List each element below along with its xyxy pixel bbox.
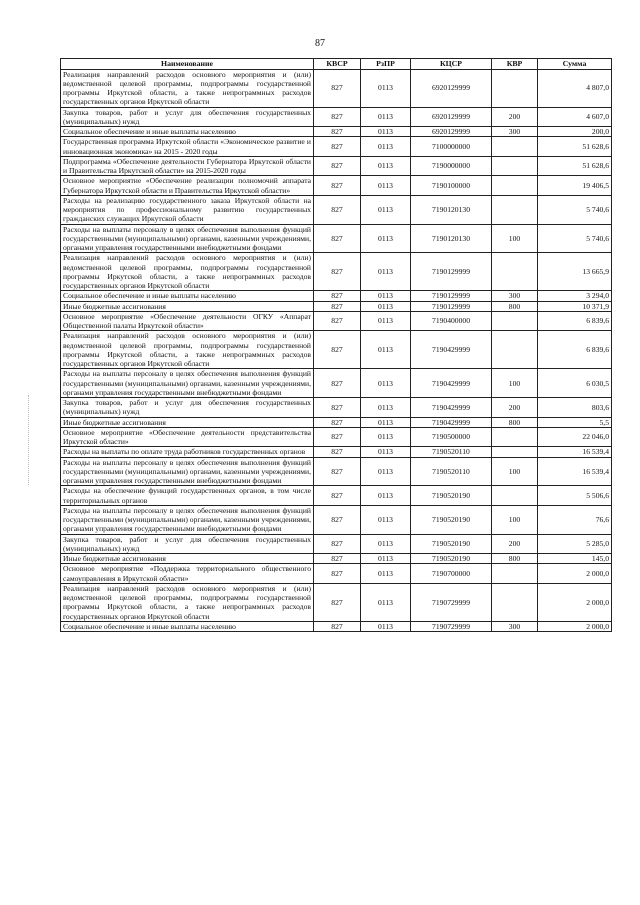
row-kvsr: 827 bbox=[314, 534, 361, 554]
row-kvr: 300 bbox=[492, 127, 538, 137]
row-kvsr: 827 bbox=[314, 127, 361, 137]
table-row bbox=[61, 564, 612, 584]
row-kvsr: 827 bbox=[314, 369, 361, 398]
header-sum: Сумма bbox=[538, 59, 612, 70]
row-name: Основное мероприятие «Обеспечение деятельности ОГКУ «Аппарат Общественной палаты Иркутской области» bbox=[61, 311, 314, 331]
row-sum: 16 539,4 bbox=[538, 447, 612, 457]
row-kcsr: 7190129999 bbox=[411, 291, 492, 301]
table-row bbox=[61, 583, 612, 621]
row-rzpr: 0113 bbox=[361, 301, 411, 311]
row-kvsr: 827 bbox=[314, 176, 361, 196]
row-sum: 2 000,0 bbox=[538, 583, 612, 621]
row-kvr bbox=[492, 564, 538, 584]
row-kvsr: 827 bbox=[314, 69, 361, 107]
header-kvsr: КВСР bbox=[314, 59, 361, 70]
row-rzpr: 0113 bbox=[361, 427, 411, 447]
table-row bbox=[61, 253, 612, 291]
row-rzpr: 0113 bbox=[361, 195, 411, 224]
row-rzpr: 0113 bbox=[361, 224, 411, 253]
row-sum: 2 000,0 bbox=[538, 564, 612, 584]
row-rzpr: 0113 bbox=[361, 621, 411, 631]
margin-scan-mark bbox=[28, 395, 32, 485]
row-rzpr: 0113 bbox=[361, 505, 411, 534]
row-kvsr: 827 bbox=[314, 195, 361, 224]
row-kvsr: 827 bbox=[314, 417, 361, 427]
row-sum: 200,0 bbox=[538, 127, 612, 137]
row-kvsr: 827 bbox=[314, 398, 361, 418]
table-row bbox=[61, 311, 612, 331]
table-row bbox=[61, 301, 612, 311]
row-name: Государственная программа Иркутской области «Экономическое развитие и инновационная экономика» на 2015 - 2020 годы bbox=[61, 137, 314, 157]
row-kcsr: 7190429999 bbox=[411, 398, 492, 418]
row-kcsr: 7190520190 bbox=[411, 554, 492, 564]
table-row bbox=[61, 534, 612, 554]
row-sum: 5 285,0 bbox=[538, 534, 612, 554]
row-name: Социальное обеспечение и иные выплаты населению bbox=[61, 291, 314, 301]
table-row bbox=[61, 398, 612, 418]
row-sum: 4 807,0 bbox=[538, 69, 612, 107]
row-sum: 6 839,6 bbox=[538, 311, 612, 331]
row-sum: 5 506,6 bbox=[538, 486, 612, 506]
row-kvr bbox=[492, 486, 538, 506]
row-kcsr: 7190129999 bbox=[411, 301, 492, 311]
table-row bbox=[61, 369, 612, 398]
row-name: Основное мероприятие «Поддержка территориального общественного самоуправления в Иркутской области» bbox=[61, 564, 314, 584]
row-name: Подпрограмма «Обеспечение деятельности Губернатора Иркутской области и Правительства Иркутской области» на 2015-2020 годы bbox=[61, 156, 314, 176]
row-kcsr: 7100000000 bbox=[411, 137, 492, 157]
row-name: Реализация направлений расходов основного мероприятия и (или) ведомственной целевой программы, подпрограммы государственной программы Иркутской области, а также непрограммных расходов государственных органов Иркутской области bbox=[61, 331, 314, 369]
row-kcsr: 7190500000 bbox=[411, 427, 492, 447]
row-kcsr: 7190520190 bbox=[411, 534, 492, 554]
header-name: Наименование bbox=[61, 59, 314, 70]
row-kcsr: 7190129999 bbox=[411, 253, 492, 291]
row-kvsr: 827 bbox=[314, 583, 361, 621]
row-kvr bbox=[492, 447, 538, 457]
row-kcsr: 7190120130 bbox=[411, 195, 492, 224]
row-sum: 5,5 bbox=[538, 417, 612, 427]
row-rzpr: 0113 bbox=[361, 253, 411, 291]
table-row bbox=[61, 621, 612, 631]
row-kvsr: 827 bbox=[314, 621, 361, 631]
row-kcsr: 7190729999 bbox=[411, 621, 492, 631]
row-kvr bbox=[492, 195, 538, 224]
row-kcsr: 7190520190 bbox=[411, 505, 492, 534]
row-kvr: 300 bbox=[492, 291, 538, 301]
row-rzpr: 0113 bbox=[361, 457, 411, 486]
row-sum: 16 539,4 bbox=[538, 457, 612, 486]
row-kvsr: 827 bbox=[314, 137, 361, 157]
row-name: Расходы на реализацию государственного заказа Иркутской области на мероприятия по профессиональному развитию государственных гражданских служащих Иркутской области bbox=[61, 195, 314, 224]
table-row bbox=[61, 195, 612, 224]
table-row bbox=[61, 69, 612, 107]
row-kvsr: 827 bbox=[314, 427, 361, 447]
table-row bbox=[61, 457, 612, 486]
row-rzpr: 0113 bbox=[361, 176, 411, 196]
row-name: Реализация направлений расходов основного мероприятия и (или) ведомственной целевой программы, подпрограммы государственной программы Иркутской области, а также непрограммных расходов государственных органов Иркутской области bbox=[61, 69, 314, 107]
row-rzpr: 0113 bbox=[361, 564, 411, 584]
row-kvr bbox=[492, 331, 538, 369]
row-kcsr: 6920129999 bbox=[411, 69, 492, 107]
header-kcsr: КЦСР bbox=[411, 59, 492, 70]
row-rzpr: 0113 bbox=[361, 369, 411, 398]
row-name: Расходы на обеспечение функций государственных органов, в том числе территориальных органов bbox=[61, 486, 314, 506]
table-body bbox=[61, 69, 612, 632]
row-name: Реализация направлений расходов основного мероприятия и (или) ведомственной целевой программы, подпрограммы государственной программы Иркутской области, а также непрограммных расходов государственных органов Иркутской области bbox=[61, 253, 314, 291]
row-kvr: 100 bbox=[492, 369, 538, 398]
row-kvsr: 827 bbox=[314, 156, 361, 176]
row-kcsr: 7190700000 bbox=[411, 564, 492, 584]
row-sum: 4 607,0 bbox=[538, 107, 612, 127]
table-row bbox=[61, 417, 612, 427]
row-kcsr: 7190429999 bbox=[411, 331, 492, 369]
row-kvsr: 827 bbox=[314, 554, 361, 564]
row-name: Основное мероприятие «Обеспечение деятельности представительства Иркутской области» bbox=[61, 427, 314, 447]
row-name: Основное мероприятие «Обеспечение реализации полномочий аппарата Губернатора Иркутской области и Правительства Иркутской области» bbox=[61, 176, 314, 196]
row-kcsr: 7190120130 bbox=[411, 224, 492, 253]
row-kvr bbox=[492, 137, 538, 157]
table-row bbox=[61, 176, 612, 196]
row-kvsr: 827 bbox=[314, 301, 361, 311]
row-kvsr: 827 bbox=[314, 564, 361, 584]
table-row bbox=[61, 156, 612, 176]
row-kcsr: 7190100000 bbox=[411, 176, 492, 196]
table-row bbox=[61, 137, 612, 157]
row-kcsr: 6920129999 bbox=[411, 127, 492, 137]
table-row bbox=[61, 447, 612, 457]
row-kvr: 800 bbox=[492, 301, 538, 311]
table-row bbox=[61, 486, 612, 506]
row-sum: 803,6 bbox=[538, 398, 612, 418]
row-name: Расходы на выплаты персоналу в целях обеспечения выполнения функций государственными (муниципальными) органами, казенными учреждениями, органами управления государственными внебюджетными фондами bbox=[61, 224, 314, 253]
row-kvr bbox=[492, 311, 538, 331]
row-rzpr: 0113 bbox=[361, 156, 411, 176]
row-sum: 6 839,6 bbox=[538, 331, 612, 369]
table-row bbox=[61, 127, 612, 137]
row-rzpr: 0113 bbox=[361, 137, 411, 157]
table-row bbox=[61, 107, 612, 127]
row-name: Иные бюджетные ассигнования bbox=[61, 554, 314, 564]
row-name: Закупка товаров, работ и услуг для обеспечения государственных (муниципальных) нужд bbox=[61, 107, 314, 127]
row-kvsr: 827 bbox=[314, 447, 361, 457]
row-kcsr: 6920129999 bbox=[411, 107, 492, 127]
row-kvr: 300 bbox=[492, 621, 538, 631]
row-kvr bbox=[492, 427, 538, 447]
row-name: Социальное обеспечение и иные выплаты населению bbox=[61, 127, 314, 137]
row-kcsr: 7190000000 bbox=[411, 156, 492, 176]
table-row bbox=[61, 505, 612, 534]
row-name: Закупка товаров, работ и услуг для обеспечения государственных (муниципальных) нужд bbox=[61, 398, 314, 418]
table-row bbox=[61, 291, 612, 301]
row-kvsr: 827 bbox=[314, 311, 361, 331]
row-sum: 13 665,9 bbox=[538, 253, 612, 291]
row-name: Расходы на выплаты персоналу в целях обеспечения выполнения функций государственными (муниципальными) органами, казенными учреждениями, органами управления государственными внебюджетными фондами bbox=[61, 505, 314, 534]
row-sum: 6 030,5 bbox=[538, 369, 612, 398]
row-kcsr: 7190400000 bbox=[411, 311, 492, 331]
row-kvr: 800 bbox=[492, 554, 538, 564]
header-kvr: КВР bbox=[492, 59, 538, 70]
row-kvr: 100 bbox=[492, 505, 538, 534]
row-kvr: 100 bbox=[492, 224, 538, 253]
row-name: Расходы на выплаты персоналу в целях обеспечения выполнения функций государственными (муниципальными) органами, казенными учреждениями, органами управления государственными внебюджетными фондами bbox=[61, 457, 314, 486]
row-sum: 22 046,0 bbox=[538, 427, 612, 447]
row-kvr bbox=[492, 253, 538, 291]
table-row bbox=[61, 427, 612, 447]
row-sum: 19 406,5 bbox=[538, 176, 612, 196]
row-sum: 51 628,6 bbox=[538, 156, 612, 176]
row-rzpr: 0113 bbox=[361, 486, 411, 506]
row-rzpr: 0113 bbox=[361, 331, 411, 369]
row-kcsr: 7190429999 bbox=[411, 369, 492, 398]
row-kvr bbox=[492, 69, 538, 107]
row-sum: 2 000,0 bbox=[538, 621, 612, 631]
row-sum: 51 628,6 bbox=[538, 137, 612, 157]
row-kvr bbox=[492, 156, 538, 176]
row-kvr: 200 bbox=[492, 107, 538, 127]
header-rzpr: РзПР bbox=[361, 59, 411, 70]
row-kvsr: 827 bbox=[314, 457, 361, 486]
row-rzpr: 0113 bbox=[361, 583, 411, 621]
row-rzpr: 0113 bbox=[361, 554, 411, 564]
row-rzpr: 0113 bbox=[361, 107, 411, 127]
row-kvsr: 827 bbox=[314, 505, 361, 534]
page-number: 87 bbox=[315, 38, 325, 49]
row-sum: 76,6 bbox=[538, 505, 612, 534]
row-kvr: 200 bbox=[492, 534, 538, 554]
row-rzpr: 0113 bbox=[361, 127, 411, 137]
table-row bbox=[61, 554, 612, 564]
row-name: Закупка товаров, работ и услуг для обеспечения государственных (муниципальных) нужд bbox=[61, 534, 314, 554]
row-name: Социальное обеспечение и иные выплаты населению bbox=[61, 621, 314, 631]
row-rzpr: 0113 bbox=[361, 417, 411, 427]
row-kvsr: 827 bbox=[314, 291, 361, 301]
row-rzpr: 0113 bbox=[361, 398, 411, 418]
row-name: Иные бюджетные ассигнования bbox=[61, 301, 314, 311]
row-kvr: 200 bbox=[492, 398, 538, 418]
row-kcsr: 7190520110 bbox=[411, 457, 492, 486]
row-name: Иные бюджетные ассигнования bbox=[61, 417, 314, 427]
row-kcsr: 7190520190 bbox=[411, 486, 492, 506]
row-rzpr: 0113 bbox=[361, 447, 411, 457]
row-name: Реализация направлений расходов основного мероприятия и (или) ведомственной целевой программы, подпрограммы государственной программы Иркутской области, а также непрограммных расходов государственных органов Иркутской области bbox=[61, 583, 314, 621]
row-kvsr: 827 bbox=[314, 107, 361, 127]
row-kvr bbox=[492, 176, 538, 196]
row-kcsr: 7190429999 bbox=[411, 417, 492, 427]
row-kvsr: 827 bbox=[314, 253, 361, 291]
row-sum: 10 371,9 bbox=[538, 301, 612, 311]
row-kvr: 100 bbox=[492, 457, 538, 486]
row-name: Расходы на выплаты персоналу в целях обеспечения выполнения функций государственными (муниципальными) органами, казенными учреждениями, органами управления государственными внебюджетными фондами bbox=[61, 369, 314, 398]
row-kvsr: 827 bbox=[314, 224, 361, 253]
row-rzpr: 0113 bbox=[361, 69, 411, 107]
row-sum: 145,0 bbox=[538, 554, 612, 564]
row-kcsr: 7190729999 bbox=[411, 583, 492, 621]
row-rzpr: 0113 bbox=[361, 534, 411, 554]
row-sum: 5 740,6 bbox=[538, 195, 612, 224]
table-header-row bbox=[61, 59, 612, 70]
row-sum: 3 294,0 bbox=[538, 291, 612, 301]
budget-table bbox=[60, 58, 612, 632]
row-kcsr: 7190520110 bbox=[411, 447, 492, 457]
row-kvsr: 827 bbox=[314, 486, 361, 506]
row-rzpr: 0113 bbox=[361, 291, 411, 301]
row-sum: 5 740,6 bbox=[538, 224, 612, 253]
row-name: Расходы на выплаты по оплате труда работников государственных органов bbox=[61, 447, 314, 457]
row-rzpr: 0113 bbox=[361, 311, 411, 331]
row-kvsr: 827 bbox=[314, 331, 361, 369]
row-kvr: 800 bbox=[492, 417, 538, 427]
row-kvr bbox=[492, 583, 538, 621]
table-row bbox=[61, 331, 612, 369]
table-row bbox=[61, 224, 612, 253]
